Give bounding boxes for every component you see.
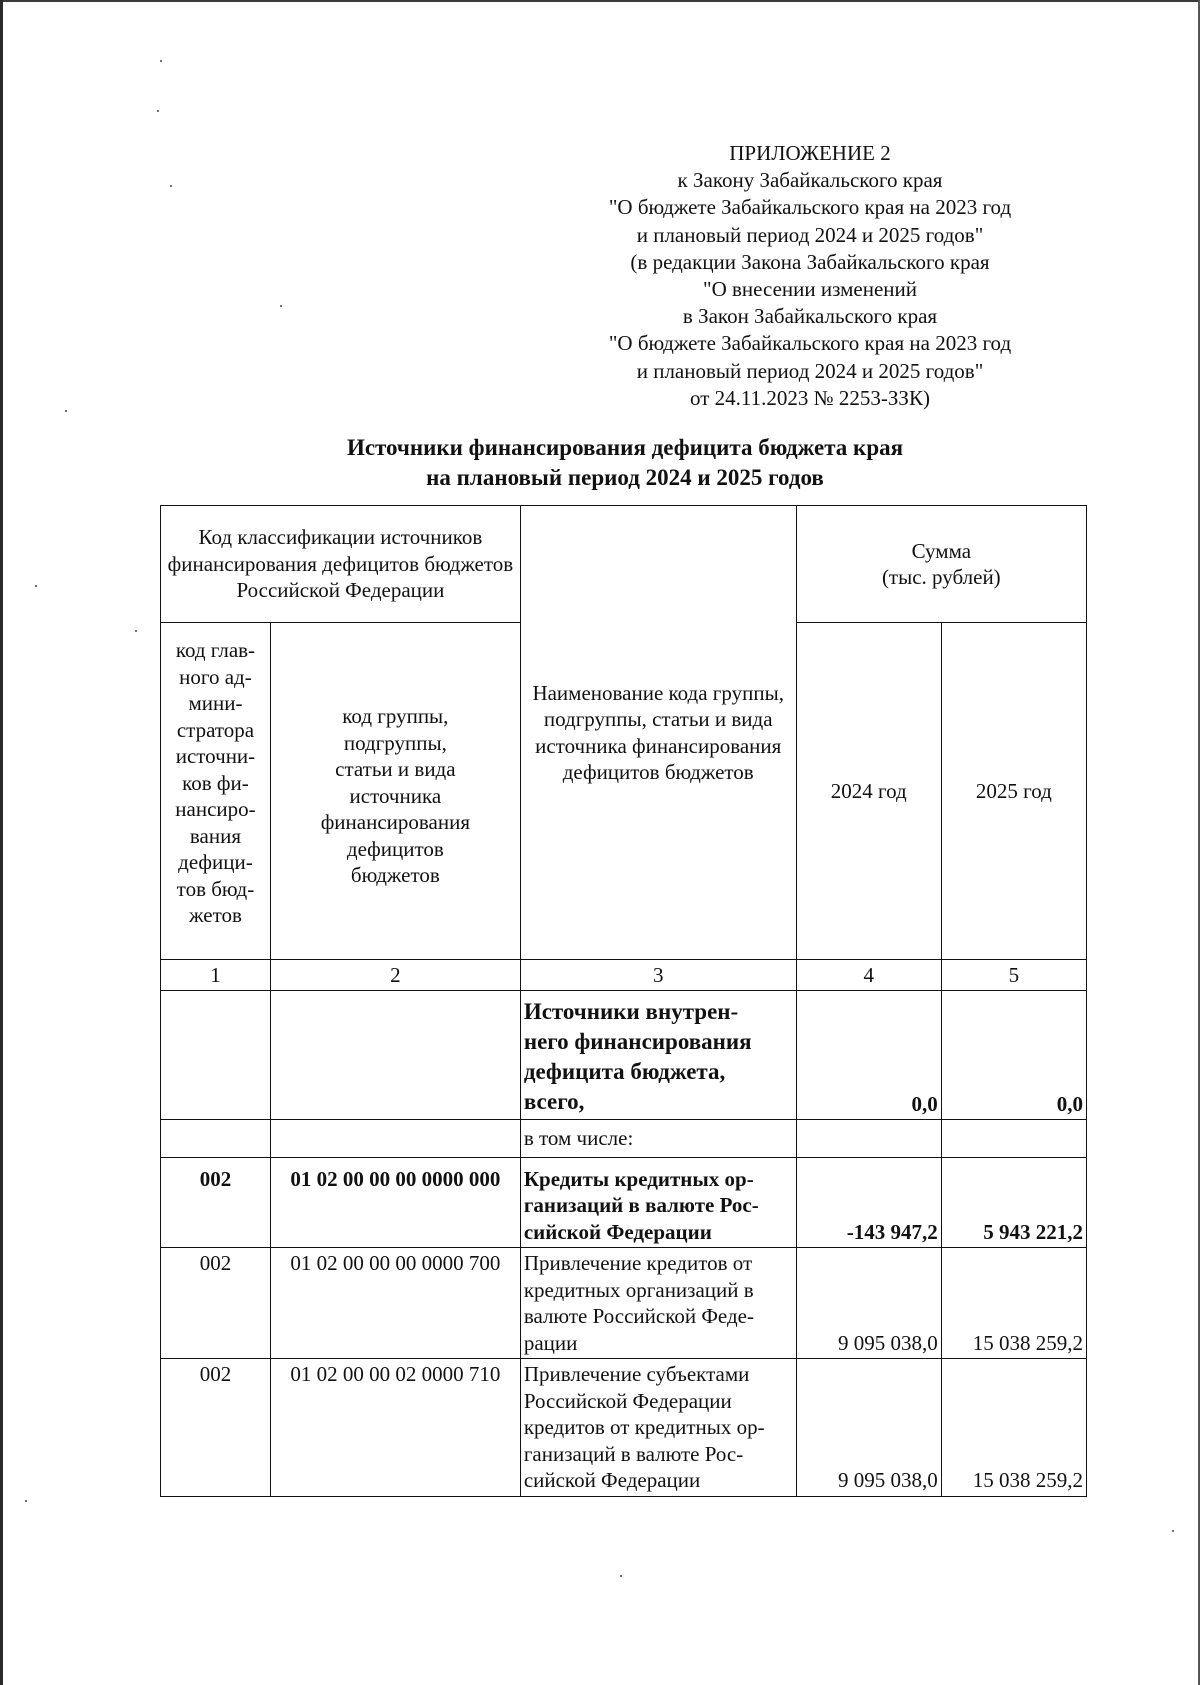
appendix-line: "О внесении изменений xyxy=(703,277,917,302)
row-group-code xyxy=(270,1120,520,1158)
row-value-2024: 9 095 038,0 xyxy=(796,1359,941,1497)
header-year-2025: 2025 год xyxy=(941,623,1086,960)
appendix-line: от 24.11.2023 № 2253-ЗЗК) xyxy=(690,385,930,410)
scan-speck xyxy=(1172,1530,1174,1532)
table-row xyxy=(161,1157,1087,1248)
scan-speck xyxy=(620,1575,622,1577)
header-group-code: код группы, подгруппы, статьи и вида источника финансирования дефицитов бюджетов xyxy=(270,623,520,960)
row-admin-code: 002 xyxy=(161,1248,271,1359)
column-numbers-row xyxy=(161,960,1087,991)
row-admin-code: 002 xyxy=(161,1359,271,1497)
row-value-2024: -143 947,2 xyxy=(796,1157,941,1248)
scan-edge-left xyxy=(0,0,3,1685)
scan-speck xyxy=(35,585,37,587)
row-value-2025: 0,0 xyxy=(941,991,1086,1120)
appendix-header xyxy=(520,140,1100,412)
header-row-1 xyxy=(161,506,1087,623)
header-sum: Сумма (тыс. рублей) xyxy=(796,506,1086,623)
scan-speck xyxy=(135,630,137,632)
row-admin-code: 002 xyxy=(161,1157,271,1248)
row-group-code: 01 02 00 00 00 0000 700 xyxy=(270,1248,520,1359)
column-number: 2 xyxy=(270,960,520,991)
row-name: в том числе: xyxy=(520,1120,796,1158)
table-row xyxy=(161,1248,1087,1359)
row-name: Привлечение субъектами Российской Федерации кредитов от кредитных ор- ганизаций в валюте Рос- сийской Федерации xyxy=(520,1359,796,1497)
row-admin-code xyxy=(161,991,271,1120)
scan-speck xyxy=(170,185,172,187)
appendix-line: (в редакции Закона Забайкальского края xyxy=(630,249,990,274)
row-value-2024 xyxy=(796,1120,941,1158)
appendix-line: и плановый период 2024 и 2025 годов" xyxy=(636,222,984,247)
column-number: 3 xyxy=(520,960,796,991)
scan-edge-top xyxy=(0,0,1200,2)
table-row xyxy=(161,1359,1087,1497)
row-group-code xyxy=(270,991,520,1120)
row-value-2025 xyxy=(941,1120,1086,1158)
scan-speck xyxy=(65,410,67,412)
column-number: 5 xyxy=(941,960,1086,991)
header-classification: Код классификации источников финансирования дефицитов бюджетов Российской Федерации xyxy=(161,506,521,623)
document-title xyxy=(160,433,1090,493)
row-value-2025: 5 943 221,2 xyxy=(941,1157,1086,1248)
row-value-2024: 9 095 038,0 xyxy=(796,1248,941,1359)
appendix-line: к Закону Забайкальского края xyxy=(677,168,943,193)
row-admin-code xyxy=(161,1120,271,1158)
row-name: Кредиты кредитных ор- ганизаций в валюте Рос- сийской Федерации xyxy=(520,1157,796,1248)
table-row-total xyxy=(161,991,1087,1120)
row-group-code: 01 02 00 00 02 0000 710 xyxy=(270,1359,520,1497)
title-line-2: на плановый период 2024 и 2025 годов xyxy=(426,465,824,490)
row-name: Привлечение кредитов от кредитных организаций в валюте Российской Феде- рации xyxy=(520,1248,796,1359)
row-value-2025: 15 038 259,2 xyxy=(941,1359,1086,1497)
financing-sources-table xyxy=(160,505,1087,1497)
appendix-line: и плановый период 2024 и 2025 годов" xyxy=(636,358,984,383)
scan-speck xyxy=(160,60,162,62)
title-line-1: Источники финансирования дефицита бюджета края xyxy=(346,435,904,460)
header-admin-code: код глав- ного ад- мини- стратора источни- ков фи- нансиро- вания дефици- тов бюд- жетов xyxy=(161,623,271,960)
scan-speck xyxy=(25,1500,27,1502)
row-value-2025: 15 038 259,2 xyxy=(941,1248,1086,1359)
row-value-2024: 0,0 xyxy=(796,991,941,1120)
column-number: 4 xyxy=(796,960,941,991)
appendix-line: в Закон Забайкальского края xyxy=(682,304,938,329)
appendix-line: "О бюджете Забайкальского края на 2023 год xyxy=(608,195,1012,220)
header-name: Наименование кода группы, подгруппы, статьи и вида источника финансирования дефицитов бюджетов xyxy=(520,506,796,960)
scan-speck xyxy=(157,110,159,112)
table-row-including xyxy=(161,1120,1087,1158)
appendix-line: ПРИЛОЖЕНИЕ 2 xyxy=(729,141,891,165)
scan-speck xyxy=(280,305,282,307)
column-number: 1 xyxy=(161,960,271,991)
row-group-code: 01 02 00 00 00 0000 000 xyxy=(270,1157,520,1248)
header-year-2024: 2024 год xyxy=(796,623,941,960)
row-name: Источники внутрен- него финансирования дефицита бюджета, всего, xyxy=(520,991,796,1120)
appendix-line: "О бюджете Забайкальского края на 2023 год xyxy=(608,331,1012,356)
